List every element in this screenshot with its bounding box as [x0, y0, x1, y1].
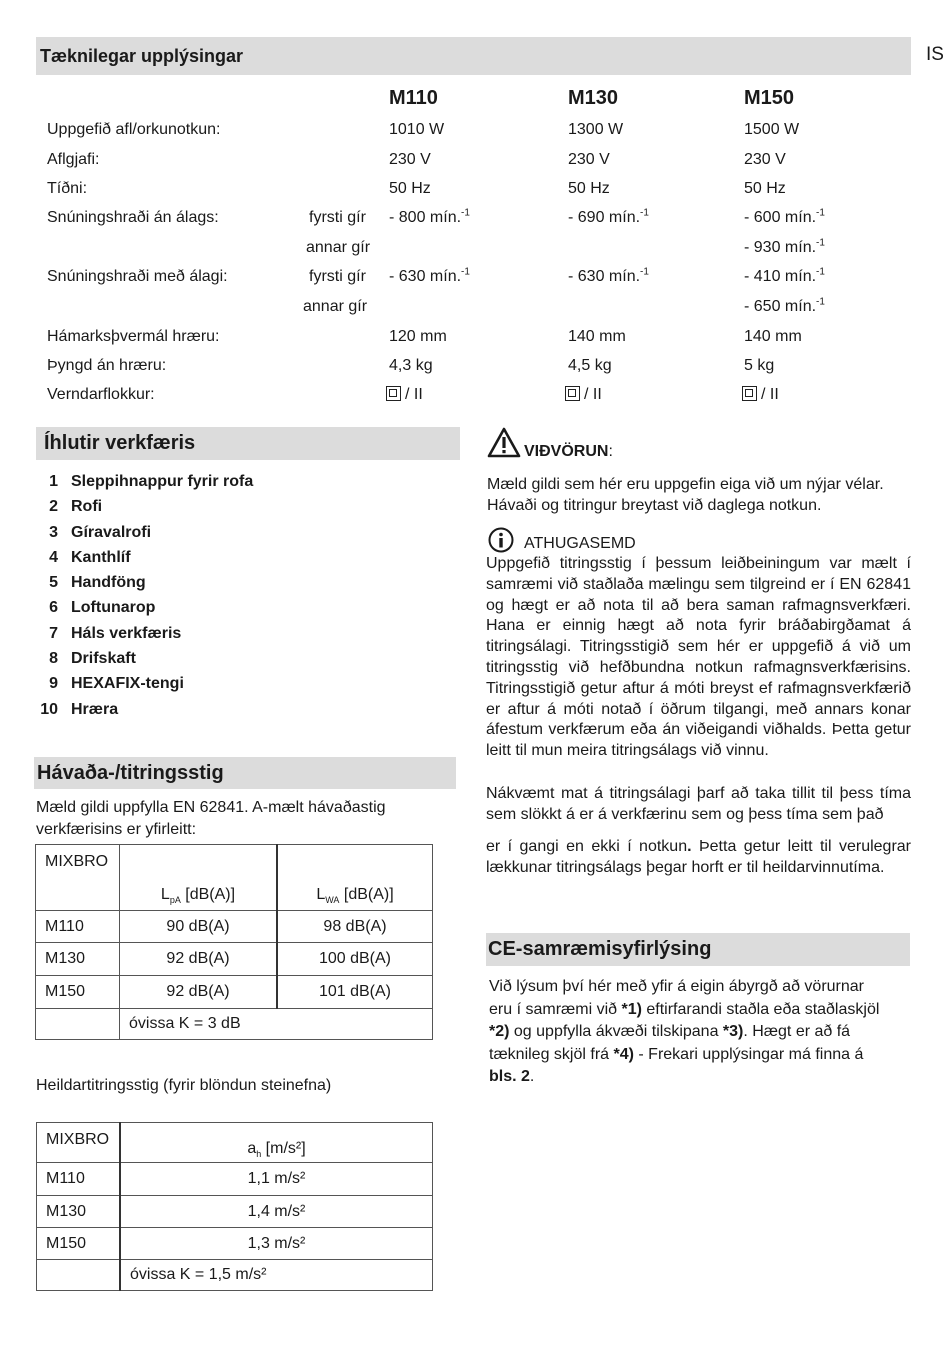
value-text: / II [584, 386, 602, 403]
superscript: -1 [816, 207, 825, 219]
noise-intro: Mæld gildi uppfylla EN 62841. A-mælt hávaðastig verkfærisins er yfirleitt: [36, 799, 386, 838]
spec-label: Aflgjafi: [47, 151, 100, 168]
ce-ref-page: bls. 2 [489, 1068, 530, 1085]
model-cell: M130 [37, 1196, 121, 1228]
spec-value-m150: 50 Hz [744, 180, 786, 197]
spec-value-m130 [568, 268, 649, 286]
spec-label: Verndarflokkur: [47, 386, 155, 403]
item-number: 5 [49, 574, 58, 592]
item-label: Sleppihnappur fyrir rofa [71, 473, 254, 490]
item-label: Drifskaft [71, 650, 136, 668]
ce-header-bar [486, 933, 910, 966]
table-row [37, 1228, 433, 1260]
item-number: 10 [40, 700, 58, 718]
value-text: - 650 mín. [744, 298, 817, 315]
spec-value-m150 [744, 209, 825, 227]
spec-value-m150: 230 V [744, 151, 786, 168]
item-label: Rofi [71, 498, 103, 516]
header-sub: WA [325, 895, 340, 906]
value-text: - 630 mín. [568, 268, 641, 285]
spec-value-m130: 4,5 kg [568, 357, 612, 374]
item-label: Loftunarop [71, 599, 156, 617]
spec-row-speed-load-1 [0, 268, 950, 298]
table-row [37, 1196, 433, 1228]
ce-text [489, 976, 889, 1089]
value-text: - 410 mín. [744, 268, 817, 285]
double-insulation-icon [386, 386, 401, 401]
header-unit: [dB(A)] [180, 886, 236, 903]
table-row [37, 1163, 433, 1196]
table-row [36, 845, 433, 911]
list-item [36, 625, 456, 650]
vibration-intro: Heildartitringsstig (fyrir blöndun steinefna) [36, 1077, 332, 1094]
ce-text-p1: Við lýsum því hér með yfir á eigin ábyrgð að vörurnar eru í samræmi við [489, 978, 864, 1018]
header-main: a [247, 1140, 257, 1157]
header-unit: [dB(A)] [339, 886, 394, 903]
note-label: ATHUGASEMD [524, 535, 636, 552]
superscript: -1 [640, 207, 649, 219]
list-item [36, 650, 456, 675]
spec-row-max-diameter [0, 328, 950, 358]
item-label: Kanthlíf [71, 548, 131, 566]
list-item [36, 599, 456, 624]
value-cell: 1,1 m/s² [120, 1163, 433, 1196]
spec-value-m150: 1500 W [744, 121, 800, 138]
note-text-2: Nákvæmt mat á titringsálagi þarf að taka tillit til þess tíma sem slökkt á er á verkfærinu sem og þess tíma sem það [486, 785, 911, 823]
ce-text-p6: . [529, 1068, 535, 1085]
double-insulation-icon [565, 386, 580, 401]
list-item [36, 524, 456, 549]
header-cell-lpa [120, 845, 278, 911]
model-cell: M150 [37, 1228, 121, 1260]
ce-text-p5: - Frekari upplýsingar má finna á [633, 1045, 864, 1063]
header-cell-mixbro: MIXBRO [37, 1123, 121, 1163]
spec-label: Uppgefið afl/orkunotkun: [47, 121, 221, 138]
page-language-label: IS [926, 44, 944, 65]
model-header-m150: M150 [744, 87, 795, 109]
list-item [36, 498, 456, 523]
note-text-3c: Þetta getur leitt til verulegrar lækkunar titringsálags þegar horft er til heildarvinnutíma. [486, 838, 911, 876]
header-main: L [160, 886, 170, 903]
model-cell: M110 [36, 911, 120, 943]
spec-value-m150 [744, 268, 825, 286]
uncertainty-cell: óvissa K = 3 dB [120, 1009, 433, 1040]
header-unit: [m/s²] [261, 1140, 306, 1157]
spec-row-speed-no-load-1 [0, 209, 950, 239]
spec-row-weight [0, 357, 950, 387]
spec-label: Snúningshraði án álags: [47, 209, 219, 226]
spec-value-m110: 120 mm [389, 328, 447, 345]
list-item [36, 675, 456, 700]
spec-value-m110 [386, 386, 423, 404]
spec-value-m150: 140 mm [744, 328, 802, 345]
spec-value-m110 [389, 209, 470, 227]
spec-label: Þyngd án hræru: [47, 357, 167, 374]
value-text: / II [761, 386, 779, 403]
spec-value-m110: 230 V [389, 151, 431, 168]
ce-title: CE-samræmisyfirlýsing [488, 938, 712, 960]
note-text-3a: er í gangi en ekki í notkun [486, 838, 688, 855]
lwa-cell: 101 dB(A) [277, 976, 433, 1009]
list-item [36, 701, 456, 726]
spec-row-speed-load-2 [0, 298, 950, 328]
item-label: HEXAFIX-tengi [71, 675, 184, 693]
spec-label: Hámarksþvermál hræru: [47, 328, 220, 345]
superscript: -1 [816, 237, 825, 249]
note-text-1: Uppgefið titringsstig í þessum leiðbeiningum var mælt í samræmi við staðlaða mælingu sem tilgreind er í EN 62841 og hægt er að nota til að bera saman rafmagnsverkfæri. Hana er einnig hægt að nota fyrir bráðabirgðamat á titringsálagi. Titringsstigið sem hér er uppgefið á við um titringsstig við hefðbundna notkun rafmagnsverkfærisins. Titringsstigið getur aftur á móti breyst ef rafmagnsverkfærið er aftur á móti notað í öðrum tilgangi, með annars konar áfestum verkfærum eða án viðeigandi viðhalds. Þetta getur leitt til mun meira titringsálags við vinnu. [486, 555, 911, 760]
table-row [36, 976, 433, 1009]
spec-value-m150: 5 kg [744, 357, 775, 374]
table-row [36, 911, 433, 943]
superscript: -1 [816, 266, 825, 278]
ce-ref-1: *1) [621, 1000, 642, 1018]
warning-text: Mæld gildi sem hér eru uppgefin eiga við um nýjar vélar. Hávaði og titringur breytast við daglega notkun. [487, 476, 884, 514]
spec-row-supply [0, 151, 950, 181]
item-number: 1 [49, 473, 58, 490]
model-cell: M130 [36, 943, 120, 976]
spec-label: Snúningshraði með álagi: [47, 268, 228, 285]
spec-value-m110 [389, 268, 470, 286]
double-insulation-icon [742, 386, 757, 401]
empty-cell [37, 1260, 121, 1291]
spec-value-m110: 1010 W [389, 121, 445, 138]
item-label: Gíravalrofi [71, 523, 152, 541]
components-title: Íhlutir verkfæris [44, 432, 196, 454]
noise-table [35, 844, 433, 1040]
list-item [36, 473, 456, 498]
ce-text-p2: eftirfarandi staðla eða staðlaskjöl [641, 1000, 880, 1018]
spec-value-m130: 1300 W [568, 121, 624, 138]
superscript: -1 [461, 207, 470, 219]
table-row [36, 943, 433, 976]
model-header-m110: M110 [389, 87, 438, 109]
note-text-3 [486, 836, 911, 878]
ce-ref-4: *4) [613, 1045, 634, 1063]
spec-sublabel: fyrsti gír [309, 209, 366, 226]
item-label: Háls verkfæris [71, 624, 182, 642]
spec-value-m130: 50 Hz [568, 180, 610, 197]
spec-value-m110: 50 Hz [389, 180, 431, 197]
ce-text-p4: . Hægt er að fá tæknileg skjöl frá [489, 1023, 851, 1063]
info-circle-icon [488, 527, 516, 555]
item-number: 8 [49, 650, 58, 668]
ce-text-p3: og uppfylla ákvæði tilskipana [509, 1023, 723, 1040]
value-cell: 1,4 m/s² [120, 1196, 433, 1228]
superscript: -1 [816, 296, 825, 308]
specs-header-bar [36, 37, 911, 75]
item-number: 6 [49, 599, 58, 617]
header-cell-ah [120, 1123, 433, 1163]
spec-value-m130 [568, 209, 649, 227]
components-header-bar [36, 427, 460, 460]
empty-cell [36, 1009, 120, 1040]
spec-row-speed-no-load-2 [0, 239, 950, 269]
header-main: L [316, 886, 326, 903]
lwa-cell: 100 dB(A) [277, 943, 433, 976]
warning-label-wrap [524, 442, 613, 462]
spec-sublabel: fyrsti gír [309, 268, 366, 285]
item-number: 4 [49, 548, 58, 566]
spec-value-m150 [742, 386, 779, 404]
value-text: / II [405, 386, 423, 403]
components-list [36, 473, 456, 726]
vibration-table [36, 1122, 433, 1291]
note-text-3b: . [687, 838, 692, 855]
spec-value-m110: 4,3 kg [389, 357, 433, 374]
spec-sublabel: annar gír [303, 298, 368, 315]
list-item [36, 549, 456, 574]
list-item [36, 574, 456, 599]
ce-ref-3: *3) [722, 1023, 744, 1040]
value-text: - 930 mín. [744, 239, 817, 256]
superscript: -1 [461, 266, 470, 278]
spec-sublabel: annar gír [306, 239, 371, 256]
item-number: 2 [49, 498, 58, 516]
spec-value-m130 [565, 386, 602, 404]
header-cell-lwa [277, 845, 433, 911]
ce-ref-2: *2) [489, 1023, 510, 1040]
spec-row-protection-class [0, 386, 950, 416]
noise-title: Hávaða-/titringsstig [37, 762, 224, 784]
value-text: - 690 mín. [568, 209, 641, 226]
warning-label: VIÐVÖRUN [524, 443, 609, 460]
spec-value-m150 [744, 239, 825, 257]
value-text: - 600 mín. [744, 209, 817, 226]
value-cell: 1,3 m/s² [120, 1228, 433, 1260]
noise-header-bar [34, 757, 456, 789]
value-text: - 800 mín. [389, 209, 462, 226]
lpa-cell: 90 dB(A) [120, 911, 278, 943]
uncertainty-cell: óvissa K = 1,5 m/s² [120, 1260, 433, 1291]
item-number: 3 [49, 523, 58, 541]
table-row [36, 1009, 433, 1040]
warning-colon: : [608, 443, 613, 460]
model-cell: M150 [36, 976, 120, 1009]
superscript: -1 [640, 266, 649, 278]
lpa-cell: 92 dB(A) [120, 976, 278, 1009]
warning-triangle-icon [487, 427, 521, 459]
spec-value-m150 [744, 298, 825, 316]
specs-title: Tæknilegar upplýsingar [40, 46, 244, 66]
header-sub: pA [169, 895, 181, 906]
table-row [37, 1260, 433, 1291]
item-label: Hræra [71, 700, 119, 718]
lpa-cell: 92 dB(A) [120, 943, 278, 976]
spec-row-frequency [0, 180, 950, 210]
item-number: 9 [49, 675, 58, 693]
item-number: 7 [49, 624, 58, 642]
spec-row-power [0, 121, 950, 151]
spec-value-m130: 230 V [568, 151, 610, 168]
spec-value-m130: 140 mm [568, 328, 626, 345]
table-row [37, 1123, 433, 1163]
spec-label: Tíðni: [47, 180, 88, 197]
header-sub: h [256, 1149, 262, 1160]
item-label: Handföng [71, 574, 146, 592]
model-cell: M110 [37, 1163, 121, 1196]
model-header-m130: M130 [568, 87, 619, 109]
header-cell-mixbro: MIXBRO [36, 845, 120, 911]
lwa-cell: 98 dB(A) [277, 911, 433, 943]
value-text: - 630 mín. [389, 268, 462, 285]
